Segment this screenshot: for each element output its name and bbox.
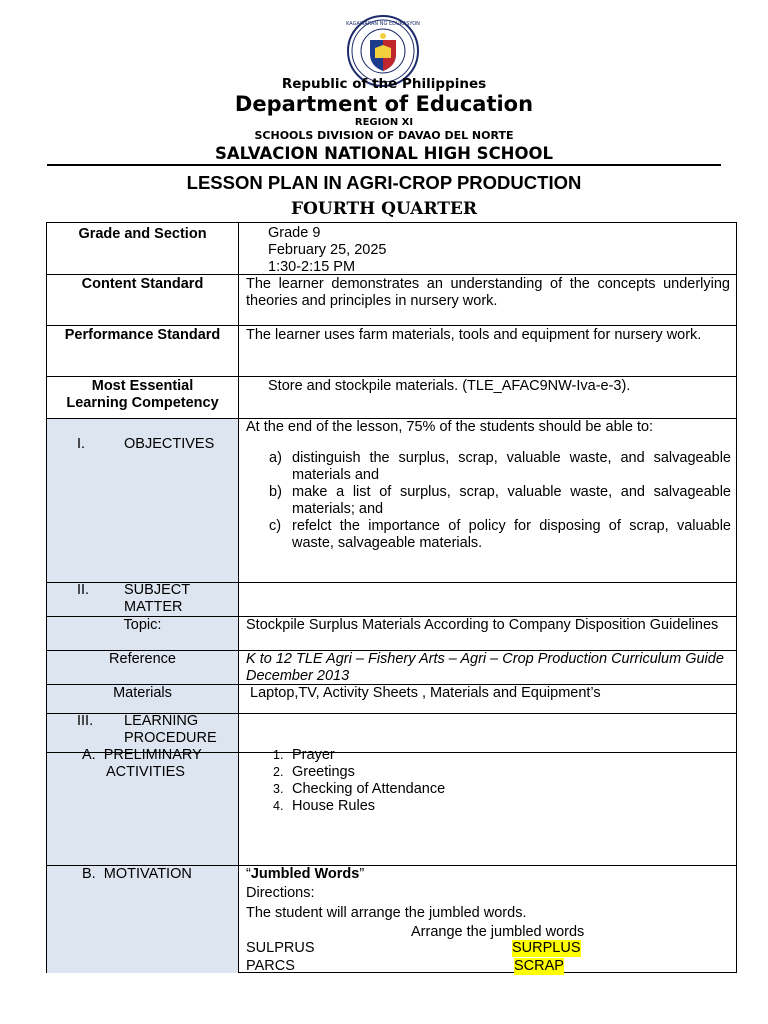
- preliminary-item: [273, 798, 473, 815]
- lesson-plan-title: LESSON PLAN IN AGRI-CROP PRODUCTION: [186, 172, 582, 193]
- preliminary-text: Checking of Attendance: [292, 781, 446, 797]
- preliminary-marker: 1.: [273, 748, 284, 762]
- time-value: 1:30-2:15 PM: [268, 259, 356, 275]
- motivation-open-quote: “: [246, 866, 251, 882]
- subject-matter-label-line1: SUBJECT: [124, 582, 191, 598]
- procedure-label-line1: LEARNING: [124, 713, 199, 729]
- objectives-number: I.: [77, 436, 86, 452]
- preliminary-list: [273, 747, 473, 815]
- preliminary-marker: 2.: [273, 765, 284, 779]
- reference-label: Reference: [109, 651, 176, 667]
- reference-value: K to 12 TLE Agri – Fishery Arts – Agri – Crop Production Curriculum Guide December 2013: [246, 651, 724, 684]
- objective-text: make a list of surplus, scrap, valuable waste, and salvageable materials; and: [292, 484, 731, 517]
- arrange-label: Arrange the jumbled words: [411, 924, 585, 940]
- melc-value: Store and stockpile materials. (TLE_AFAC9NW-Iva-e-3).: [268, 378, 631, 394]
- header-school: SALVACION NATIONAL HIGH SCHOOL: [214, 144, 554, 163]
- directions-text: The student will arrange the jumbled words.: [246, 905, 527, 921]
- grade-value: Grade 9: [268, 225, 321, 241]
- preliminary-item: [273, 781, 473, 798]
- performance-standard-value: The learner uses farm materials, tools and equipment for nursery work.: [246, 327, 702, 343]
- objective-text: distinguish the surplus, scrap, valuable waste, and salvageable materials and: [292, 450, 731, 483]
- objectives-list: [261, 450, 731, 552]
- preliminary-text: Greetings: [292, 764, 355, 780]
- materials-label: Materials: [113, 685, 172, 701]
- objective-marker: b): [269, 484, 282, 500]
- jumbled-word: PARCS: [246, 958, 295, 974]
- header-division: SCHOOLS DIVISION OF DAVAO DEL NORTE: [254, 129, 514, 142]
- directions-label: Directions:: [246, 885, 315, 901]
- objectives-label: OBJECTIVES: [124, 436, 215, 452]
- preliminary-label-line1: A. PRELIMINARY: [82, 747, 202, 763]
- preliminary-item: [273, 747, 473, 764]
- content-standard-label: Content Standard: [81, 276, 204, 292]
- objective-item: [261, 484, 731, 518]
- svg-text:KAGAWARAN NG EDUKASYON: KAGAWARAN NG EDUKASYON: [346, 21, 420, 27]
- topic-value: Stockpile Surplus Materials According to Company Disposition Guidelines: [246, 617, 719, 633]
- subject-matter-number: II.: [77, 582, 90, 598]
- melc-label-line2: Learning Competency: [66, 395, 219, 411]
- objective-marker: a): [269, 450, 282, 466]
- subject-matter-label-line2: MATTER: [124, 599, 183, 615]
- row-divider: [47, 325, 736, 326]
- preliminary-label-line2: ACTIVITIES: [106, 764, 185, 780]
- motivation-title-text: Jumbled Words: [250, 866, 360, 882]
- materials-value: Laptop,TV, Activity Sheets , Materials and Equipment’s: [246, 685, 601, 701]
- objective-item: [261, 518, 731, 552]
- preliminary-text: Prayer: [292, 747, 335, 763]
- objective-marker: c): [269, 518, 282, 534]
- procedure-label-line2: PROCEDURE: [124, 730, 217, 746]
- answer-word: SCRAP: [514, 958, 564, 974]
- header-republic: Republic of the Philippines: [281, 76, 487, 92]
- header-department: Department of Education: [234, 92, 534, 116]
- row-divider: [47, 274, 736, 275]
- motivation-close-quote: ”: [359, 866, 365, 882]
- jumbled-word: SULPRUS: [246, 940, 315, 956]
- objectives-intro: At the end of the lesson, 75% of the students should be able to:: [246, 419, 654, 435]
- row-divider: [47, 376, 736, 377]
- motivation-title: [246, 866, 364, 883]
- date-value: February 25, 2025: [268, 242, 387, 258]
- preliminary-marker: 4.: [273, 799, 284, 813]
- quarter-title: FOURTH QUARTER: [290, 199, 478, 219]
- preliminary-text: House Rules: [292, 798, 376, 814]
- header-region: REGION XI: [354, 117, 414, 128]
- procedure-number: III.: [77, 713, 94, 729]
- objective-text: refelct the importance of policy for disposing of scrap, valuable waste, salvageable materials.: [292, 518, 731, 551]
- preliminary-item: [273, 764, 473, 781]
- performance-standard-label: Performance Standard: [64, 327, 221, 343]
- grade-section-label: Grade and Section: [78, 226, 207, 242]
- melc-label-line1: Most Essential: [91, 378, 194, 394]
- objective-item: [261, 450, 731, 484]
- content-standard-value: The learner demonstrates an understanding of the concepts underlying theories and principles in nursery work.: [246, 276, 730, 309]
- lesson-plan-table: [46, 222, 737, 973]
- motivation-label: B. MOTIVATION: [82, 866, 192, 882]
- header-divider: [47, 164, 721, 166]
- preliminary-marker: 3.: [273, 782, 284, 796]
- answer-word: SURPLUS: [512, 940, 581, 956]
- topic-label: Topic:: [123, 617, 162, 633]
